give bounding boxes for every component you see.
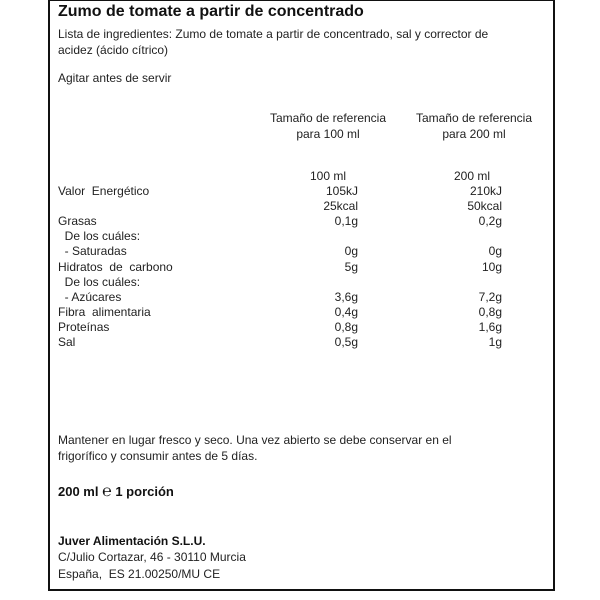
- row-label: Sal: [58, 335, 76, 349]
- ingredients-line-2: acidez (ácido cítrico): [58, 43, 169, 57]
- value-100: 0,1g: [334, 214, 358, 229]
- row-label: - Azúcares: [58, 289, 122, 304]
- portion-count: 1 porción: [115, 484, 174, 499]
- value-100: 5g: [344, 259, 358, 274]
- unit-100: 100 ml: [309, 169, 347, 183]
- row-label: Hidratos de carbono: [58, 259, 173, 274]
- row-label: Valor Energético: [58, 184, 150, 198]
- value-100: 0,4g: [334, 304, 358, 319]
- row-label: Grasas: [58, 214, 97, 229]
- value-200: 1,6g: [478, 319, 502, 334]
- value-200: 0,8g: [478, 304, 502, 319]
- company-name: Juver Alimentación S.L.U.: [58, 534, 206, 548]
- value-100: 0,5g: [334, 335, 358, 349]
- storage-line-1: Mantener en lugar fresco y seco. Una vez abierto se debe conservar en el: [58, 433, 452, 447]
- row-label: Proteínas: [58, 319, 110, 334]
- unit-200: 200 ml: [453, 169, 491, 183]
- value-200: 10g: [481, 259, 502, 274]
- value-200: 210kJ: [469, 184, 502, 198]
- value-100: 0g: [344, 244, 358, 259]
- portion-volume: 200 ml: [58, 484, 99, 499]
- value-200: 7,2g: [478, 289, 502, 304]
- company-address: C/Julio Cortazar, 46 - 30110 Murcia: [58, 550, 246, 564]
- value-200: 0g: [488, 244, 502, 259]
- row-label: De los cuáles:: [58, 274, 141, 289]
- header-200-line-1: Tamaño de referencia: [415, 111, 533, 125]
- portion-info: [58, 484, 174, 499]
- company-registry: España, ES 21.00250/MU CE: [58, 567, 221, 581]
- product-title: Zumo de tomate a partir de concentrado: [58, 3, 364, 20]
- row-label: - Saturadas: [58, 244, 127, 259]
- estimated-sign-icon: ℮: [102, 483, 112, 500]
- value-100: 25kcal: [323, 199, 358, 214]
- value-200: 0,2g: [478, 214, 502, 229]
- storage-line-2: frigorífico y consumir antes de 5 días.: [58, 449, 258, 463]
- row-label: De los cuáles:: [58, 229, 141, 244]
- value-100: 105kJ: [325, 184, 358, 198]
- shake-instruction: Agitar antes de servir: [58, 71, 172, 85]
- header-100-line-1: Tamaño de referencia: [269, 111, 387, 125]
- ingredients-line-1: Lista de ingredientes: Zumo de tomate a partir de concentrado, sal y corrector de: [58, 27, 489, 41]
- row-label: Fibra alimentaria: [58, 304, 151, 319]
- header-100-line-2: para 100 ml: [296, 127, 360, 141]
- header-200-line-2: para 200 ml: [442, 127, 506, 141]
- value-200: 1g: [488, 335, 502, 349]
- value-200: 50kcal: [467, 199, 502, 214]
- value-100: 0,8g: [334, 319, 358, 334]
- value-100: 3,6g: [334, 289, 358, 304]
